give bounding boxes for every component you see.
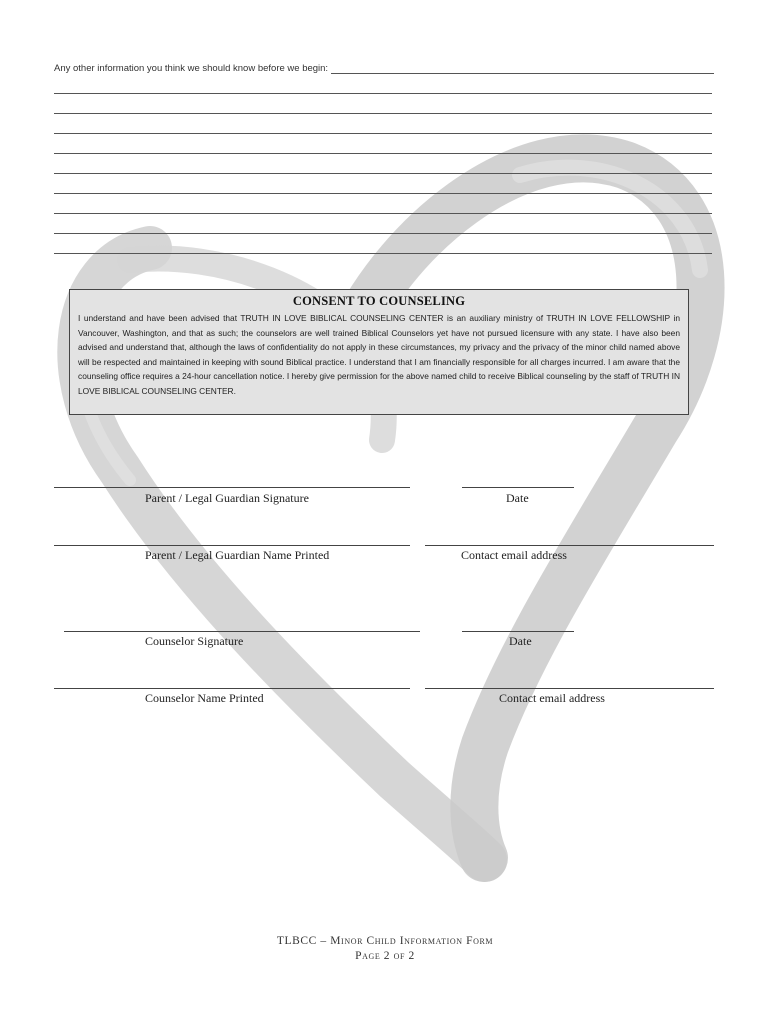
counselor-email-line[interactable] [425,688,714,689]
writing-line[interactable] [54,253,712,254]
additional-info-label: Any other information you think we should know before we begin: [54,63,329,74]
guardian-signature-label: Parent / Legal Guardian Signature [145,491,309,505]
guardian-email-line[interactable] [425,545,714,546]
guardian-name-line[interactable] [54,545,410,546]
counselor-name-label: Counselor Name Printed [145,691,264,705]
consent-box [69,289,689,415]
counselor-date-line[interactable] [462,631,574,632]
writing-line[interactable] [54,233,712,234]
counselor-signature-line[interactable] [64,631,420,632]
additional-info-prompt [54,63,714,74]
counselor-name-line[interactable] [54,688,410,689]
counselor-signature-label: Counselor Signature [145,634,244,648]
consent-text: I understand and have been advised that TRUTH IN LOVE BIBLICAL COUNSELING CENTER is an auxiliary ministry of TRUTH IN LOVE FELLOWSHIP in Vancouver, Washington, and that as such; the counselors are well trained Biblical Counselors yet have not pursued licensure with any state. I have also been advised and understand that, although the laws of confidentiality do not apply in these circumstances, my privacy and the privacy of the minor child named above will be respected and maintained in keeping with sound Biblical practice. I understand that I am financially responsible for all charges incurred. I am aware that the counseling office requires a 24-hour cancellation notice. I hereby give permission for the above named child to receive Biblical counseling by the staff of TRUTH IN LOVE BIBLICAL COUNSELING CENTER. [78,313,680,396]
additional-info-field[interactable] [331,64,714,74]
guardian-signature-line[interactable] [54,487,410,488]
writing-line[interactable] [54,133,712,134]
form-title: TLBCC – Minor Child Information Form [276,935,494,947]
writing-line[interactable] [54,213,712,214]
writing-line[interactable] [54,153,712,154]
writing-line[interactable] [54,193,712,194]
guardian-date-label: Date [506,491,529,505]
counselor-date-label: Date [509,634,532,648]
consent-heading: CONSENT TO COUNSELING [292,294,466,308]
guardian-email-label: Contact email address [461,548,567,562]
guardian-name-label: Parent / Legal Guardian Name Printed [145,548,330,562]
writing-line[interactable] [54,113,712,114]
writing-line[interactable] [54,173,712,174]
page-number: Page 2 of 2 [355,950,415,962]
guardian-date-line[interactable] [462,487,574,488]
writing-line[interactable] [54,93,712,94]
counselor-email-label: Contact email address [499,691,605,705]
